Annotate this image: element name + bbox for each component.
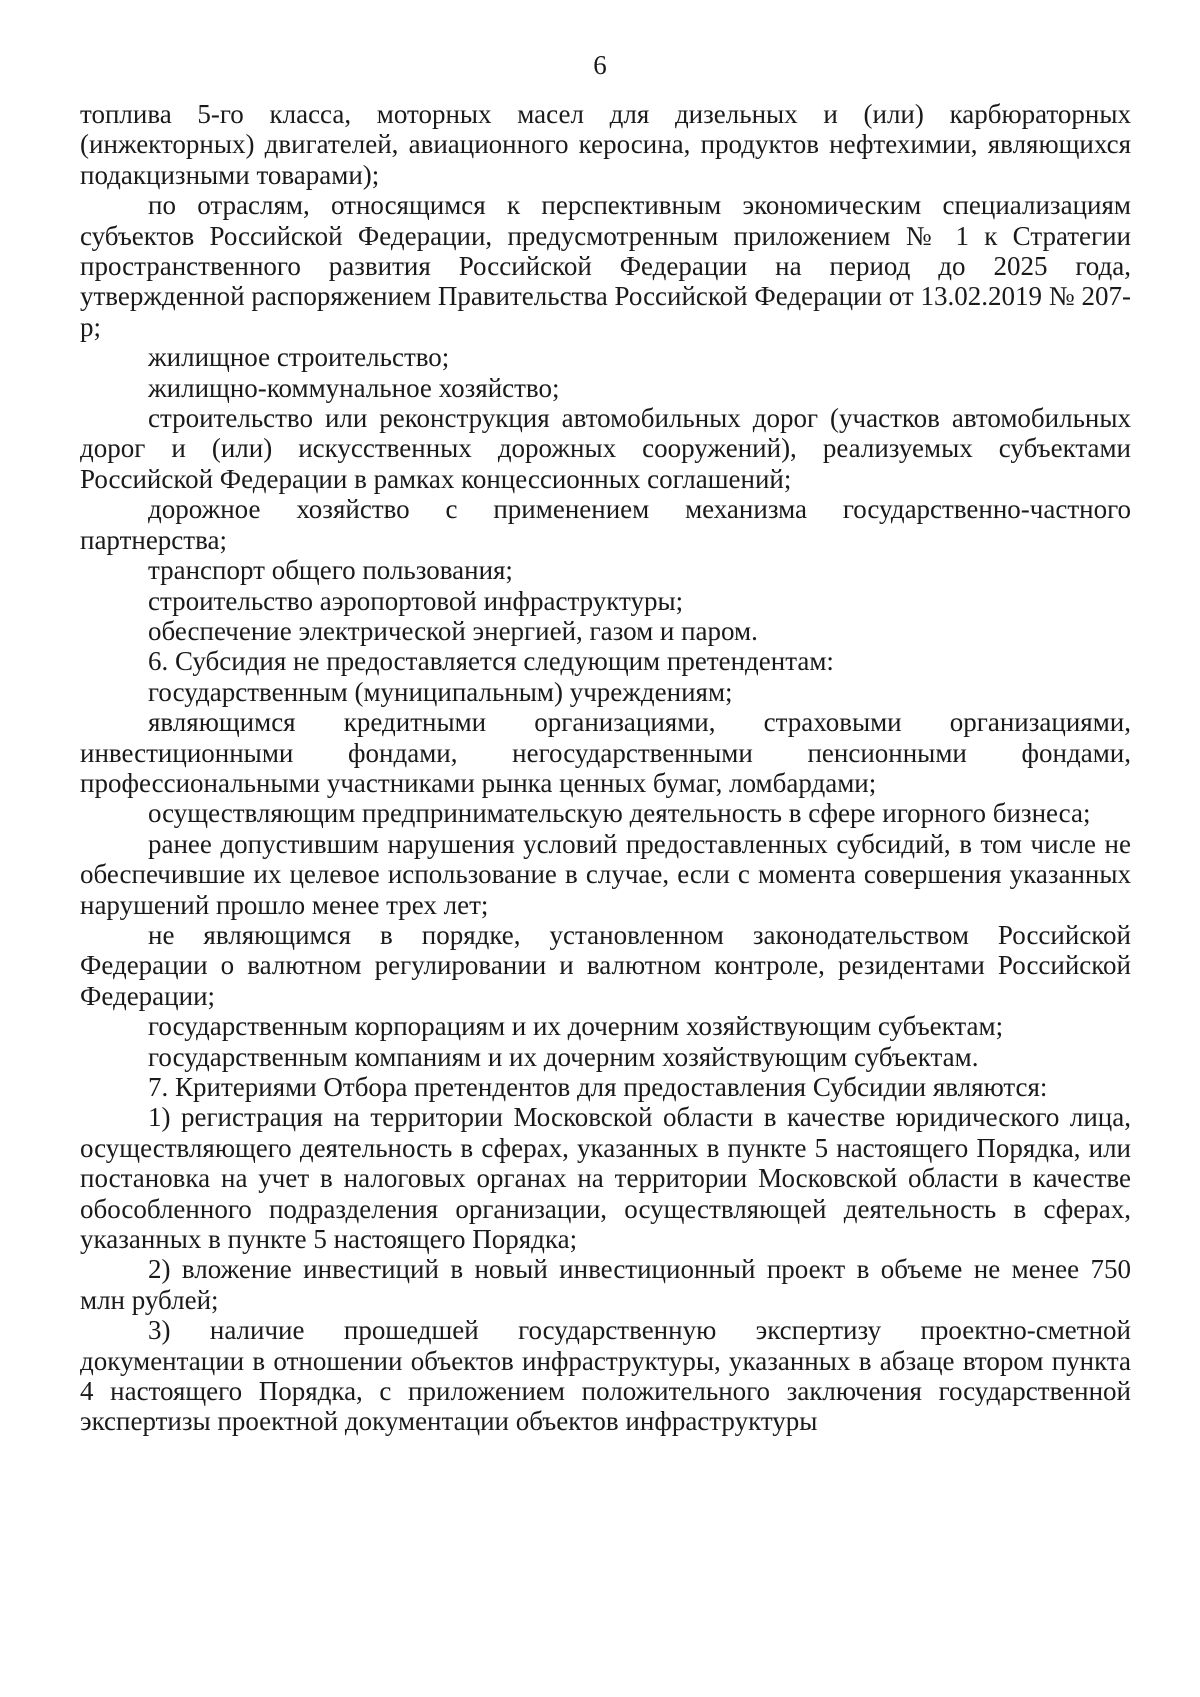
paragraph: 7. Критериями Отбора претендентов для предоставления Субсидии являются: (148, 1072, 1048, 1102)
paragraph: 2) вложение инвестиций в новый инвестиционный проект в объеме не менее 750 млн рублей; (80, 1254, 1131, 1315)
paragraph: 6. Субсидия не предоставляется следующим претендентам: (148, 646, 834, 677)
paragraph: по отраслям, относящимся к перспективным экономическим специализациям субъектов Российской Федерации, предусмотренным приложением № 1 к Стратегии пространственного развития Российской Федерации на период до 2025 года, утвержденной распоряжением Правительства Российской Федерации от 13.02.2019 № 207-р; (80, 190, 1131, 342)
paragraph: топлива 5-го класса, моторных масел для дизельных и (или) карбюраторных (инжекторных) двигателей, авиационного керосина, продуктов нефтехимии, являющихся подакцизными товарами); (80, 99, 1131, 190)
paragraph: ранее допустившим нарушения условий предоставленных субсидий, в том числе не обеспечившие их целевое использование в случае, если с момента совершения указанных нарушений прошло менее трех лет; (80, 828, 1131, 920)
paragraph: государственным корпорациям и их дочерним хозяйствующим субъектам; (148, 1011, 1004, 1042)
paragraph: жилищное строительство; (148, 342, 450, 373)
paragraph: строительство аэропортовой инфраструктуры; (148, 585, 684, 616)
paragraph: 1) регистрация на территории Московской области в качестве юридического лица, осуществляющего деятельность в сферах, указанных в пункте 5 настоящего Порядка, или постановка на учет в налоговых органах на территории Московской области в качестве обособленного подразделения организации, осуществляющей деятельность в сферах, указанных в пункте 5 настоящего Порядка; (80, 1102, 1131, 1255)
paragraph: не являющимся в порядке, установленном законодательством Российской Федерации о валютном регулировании и валютном контроле, резидентами Российской Федерации; (80, 919, 1131, 1011)
paragraph: осуществляющим предпринимательскую деятельность в сфере игорного бизнеса; (148, 798, 1091, 829)
paragraph: жилищно-коммунальное хозяйство; (148, 372, 560, 403)
paragraph: государственным компаниям и их дочерним хозяйствующим субъектам. (148, 1041, 979, 1072)
paragraph: 3) наличие прошедшей государственную экспертизу проектно-сметной документации в отношении объектов инфраструктуры, указанных в абзаце втором пункта 4 настоящего Порядка, с приложением положительного заключения государственной экспертизы проектной документации объектов инфраструктуры (80, 1315, 1131, 1437)
paragraph: дорожное хозяйство с применением механизма государственно-частного партнерства; (80, 494, 1131, 555)
paragraph: транспорт общего пользования; (148, 555, 513, 586)
paragraph: являющимся кредитными организациями, страховыми организациями, инвестиционными фондами, негосударственными пенсионными фондами, профессиональными участниками рынка ценных бумаг, ломбардами; (80, 707, 1131, 798)
page-number: 6 (593, 50, 607, 80)
document-body (80, 99, 1131, 1437)
paragraph: государственным (муниципальным) учреждениям; (148, 676, 733, 707)
paragraph: строительство или реконструкция автомобильных дорог (участков автомобильных дорог и (или) искусственных дорожных сооружений), реализуемых субъектами Российской Федерации в рамках концессионных соглашений; (80, 403, 1131, 494)
paragraph: обеспечение электрической энергией, газом и паром. (148, 615, 758, 646)
